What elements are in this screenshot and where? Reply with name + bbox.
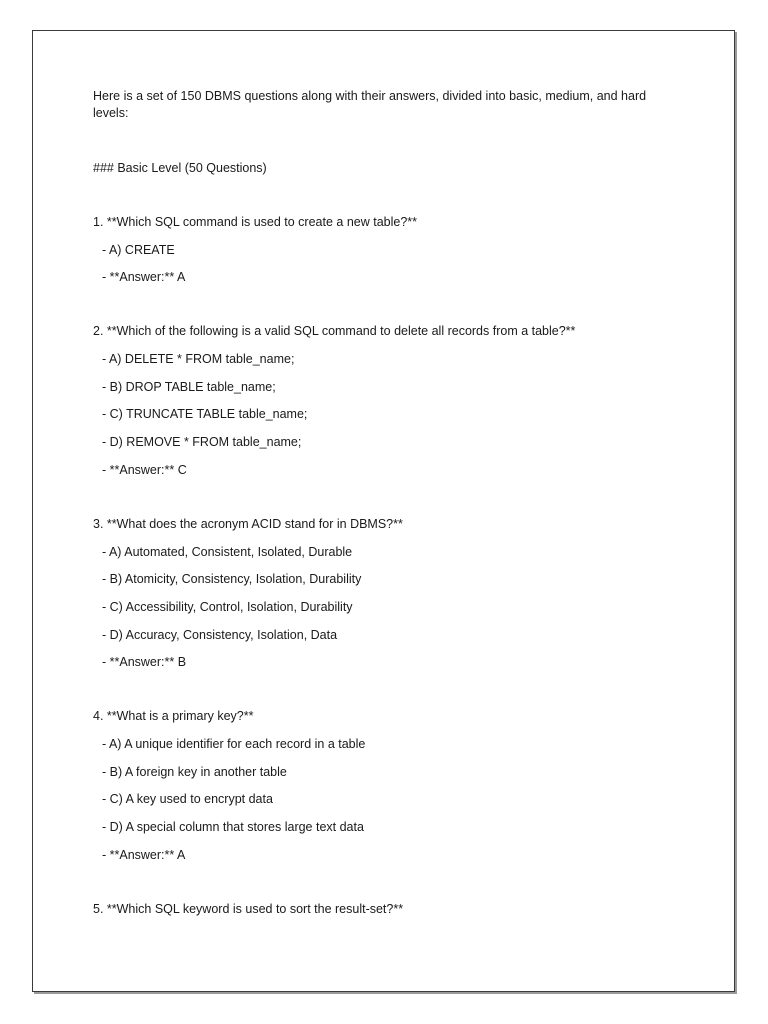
option-line: - A) CREATE (102, 242, 175, 257)
option-line: - B) DROP TABLE table_name; (102, 379, 276, 394)
question-block (93, 214, 683, 286)
question-title: 4. **What is a primary key?** (93, 709, 254, 724)
question-title: 3. **What does the acronym ACID stand for in DBMS?** (93, 516, 403, 531)
option-line: - D) Accuracy, Consistency, Isolation, Data (102, 627, 338, 642)
option-line: - C) Accessibility, Control, Isolation, Durability (102, 599, 353, 614)
intro-paragraph: Here is a set of 150 DBMS questions along with their answers, divided into basic, medium, and hard levels: (93, 89, 647, 120)
section-heading: ### Basic Level (50 Questions) (93, 161, 267, 175)
option-line: - C) TRUNCATE TABLE table_name; (102, 407, 308, 422)
answer-line: - **Answer:** A (102, 270, 186, 285)
option-line: - D) REMOVE * FROM table_name; (102, 435, 302, 450)
option-line: - D) A special column that stores large text data (102, 820, 364, 834)
question-block (93, 323, 683, 478)
question-block (93, 708, 683, 863)
option-line: - B) Atomicity, Consistency, Isolation, Durability (102, 572, 362, 587)
option-line: - C) A key used to encrypt data (102, 792, 273, 807)
option-line: - A) A unique identifier for each record in a table (102, 736, 366, 751)
answer-line: - **Answer:** C (102, 462, 187, 477)
answer-line: - **Answer:** B (102, 655, 187, 670)
question-title: 1. **Which SQL command is used to create a new table?** (93, 215, 418, 229)
option-line: - B) A foreign key in another table (102, 764, 287, 779)
option-line: - A) DELETE * FROM table_name; (102, 352, 295, 367)
question-title: 2. **Which of the following is a valid SQL command to delete all records from a table?** (93, 324, 576, 339)
question-block (93, 516, 683, 671)
document-content (93, 88, 683, 918)
answer-line: - **Answer:** A (102, 847, 186, 862)
question-block (93, 901, 683, 918)
option-line: - A) Automated, Consistent, Isolated, Durable (102, 544, 353, 559)
question-title: 5. **Which SQL keyword is used to sort the result-set?** (93, 901, 404, 916)
document-page (32, 30, 735, 992)
